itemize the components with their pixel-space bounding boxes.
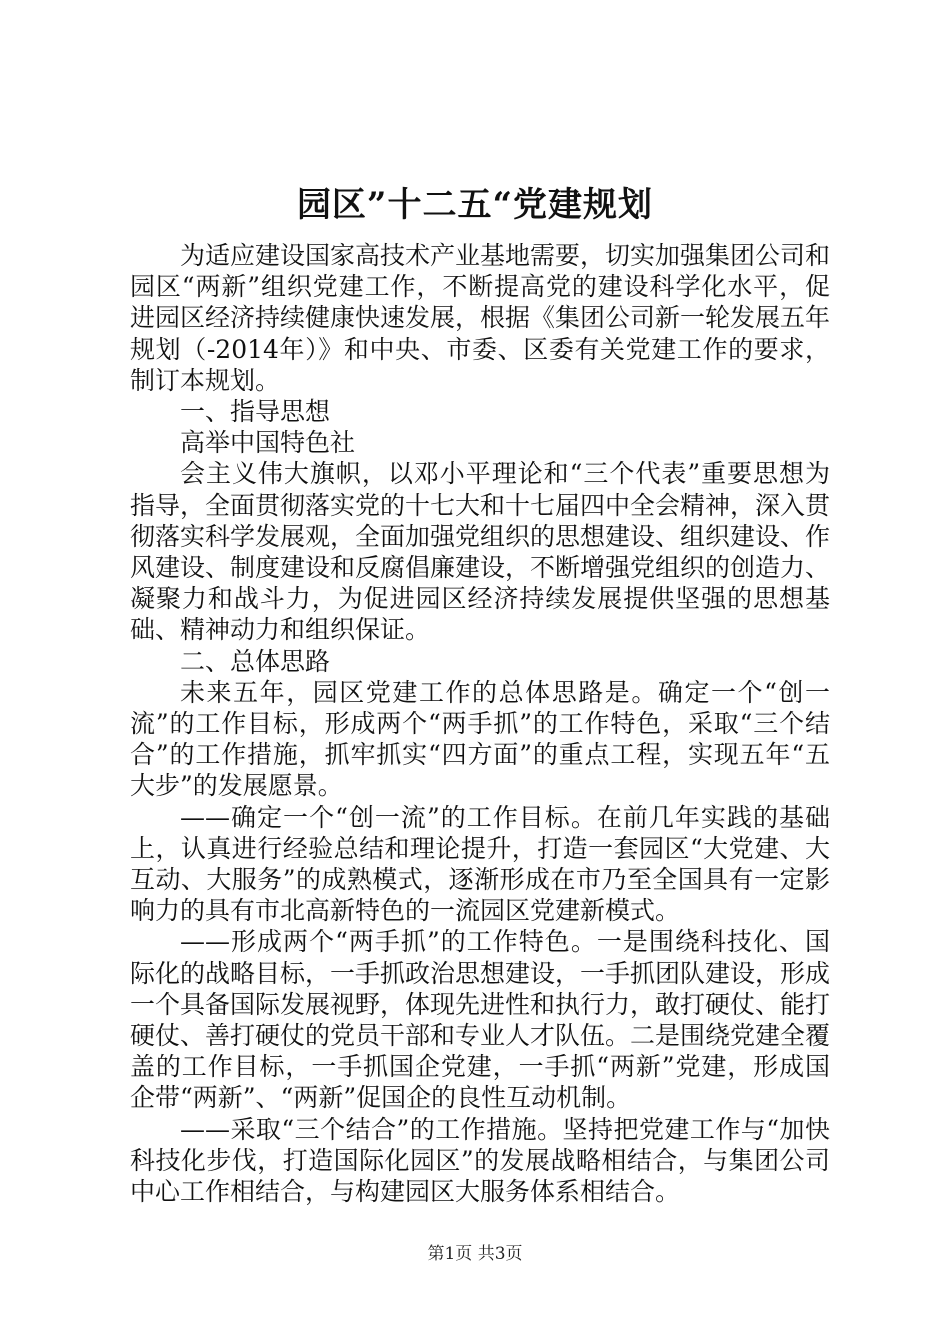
document-title: 园区”十二五“党建规划 (296, 185, 654, 225)
paragraph-three-combinations: ——采取“三个结合”的工作措施。坚持把党建工作与“加快科技化步伐，打造国际化园区”的发展战略相结合，与集团公司中心工作相结合，与构建园区大服务体系相结合。 (130, 1114, 830, 1207)
paragraph-fragment: 高举中国特色社 (180, 428, 356, 458)
paragraph-overall-approach: 未来五年，园区党建工作的总体思路是。确定一个“创一流”的工作目标，形成两个“两手抓”的工作特色，采取“三个结合”的工作措施，抓牢抓实“四方面”的重点工程，实现五年“五大步”的发展愿景。 (130, 677, 830, 801)
paragraph-guiding-ideology: 会主义伟大旗帜，以邓小平理论和“三个代表”重要思想为指导，全面贯彻落实党的十七大和十七届四中全会精神，深入贯彻落实科学发展观，全面加强党组织的思想建设、组织建设、作风建设、制度建设和反腐倡廉建设，不断增强党组织的创造力、凝聚力和战斗力，为促进园区经济持续发展提供坚强的思想基础、精神动力和组织保证。 (130, 459, 831, 645)
document-body (130, 240, 830, 1207)
paragraph-two-hands: ——形成两个“两手抓”的工作特色。一是围绕科技化、国际化的战略目标，一手抓政治思想建设，一手抓团队建设，形成一个具备国际发展视野，体现先进性和执行力，敢打硬仗、能打硬仗、善打硬仗的党员干部和专业人才队伍。二是围绕党建全覆盖的工作目标，一手抓国企党建，一手抓“两新”党建，形成国企带“两新”、“两新”促国企的良性互动机制。 (130, 927, 831, 1113)
heading-guiding-ideology: 一、指导思想 (180, 397, 331, 427)
paragraph-first-class-goal: ——确定一个“创一流”的工作目标。在前几年实践的基础上，认真进行经验总结和理论提升，打造一套园区“大党建、大互动、大服务”的成熟模式，逐渐形成在市乃至全国具有一定影响力的具有市北高新特色的一流园区党建新模式。 (130, 802, 830, 926)
heading-overall-approach: 二、总体思路 (180, 646, 331, 676)
page-number-footer: 第1页 共3页 (427, 1244, 523, 1264)
paragraph-intro: 为适应建设国家高技术产业基地需要，切实加强集团公司和园区“两新”组织党建工作，不断提高党的建设科学化水平，促进园区经济持续健康快速发展，根据《集团公司新一轮发展五年规划（-2014年）》和中央、市委、区委有关党建工作的要求，制订本规划。 (130, 241, 831, 395)
